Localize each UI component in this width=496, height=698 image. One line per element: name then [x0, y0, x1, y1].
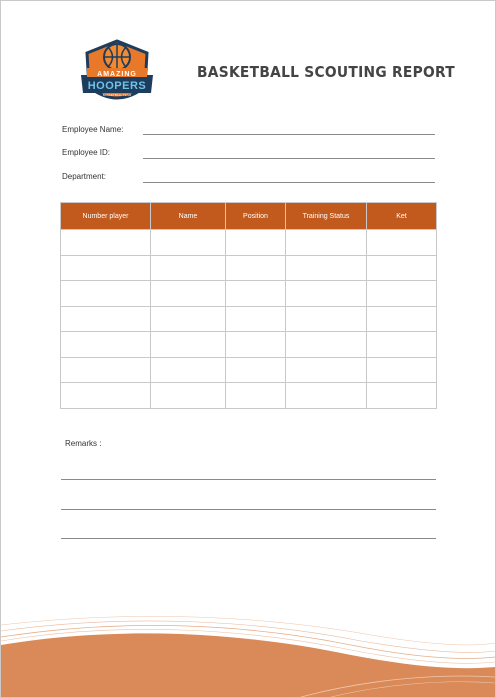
table-cell[interactable]	[226, 281, 286, 307]
table-cell[interactable]	[286, 306, 367, 332]
table-row	[61, 306, 437, 332]
remarks-line-1[interactable]	[61, 479, 436, 480]
remarks-line-3[interactable]	[61, 538, 436, 539]
remarks-line-2[interactable]	[61, 509, 436, 510]
employee-name-field[interactable]	[143, 134, 435, 135]
employee-name-label: Employee Name:	[62, 125, 124, 134]
table-cell[interactable]	[286, 357, 367, 383]
table-cell[interactable]	[151, 230, 226, 256]
table-cell[interactable]	[286, 281, 367, 307]
table-cell[interactable]	[151, 255, 226, 281]
table-cell[interactable]	[367, 357, 437, 383]
table-cell[interactable]	[367, 230, 437, 256]
footer-wave-decoration	[1, 611, 495, 697]
logo-sub-text: BASKETBALL TEAM	[102, 93, 132, 97]
table-cell[interactable]	[367, 281, 437, 307]
table-row	[61, 383, 437, 409]
table-cell[interactable]	[151, 383, 226, 409]
table-row	[61, 255, 437, 281]
table-row	[61, 332, 437, 358]
table-cell[interactable]	[226, 357, 286, 383]
logo-main-text: HOOPERS	[87, 80, 147, 92]
remarks-label: Remarks :	[65, 439, 102, 448]
table-cell[interactable]	[61, 281, 151, 307]
table-cell[interactable]	[151, 281, 226, 307]
table-cell[interactable]	[61, 306, 151, 332]
table-cell[interactable]	[151, 306, 226, 332]
header-training-status: Training Status	[286, 203, 367, 230]
table-cell[interactable]	[226, 230, 286, 256]
table-cell[interactable]	[286, 255, 367, 281]
header-number-player: Number player	[61, 203, 151, 230]
table-cell[interactable]	[226, 255, 286, 281]
table-row	[61, 281, 437, 307]
employee-id-field[interactable]	[143, 158, 435, 159]
department-field[interactable]	[143, 182, 435, 183]
table-cell[interactable]	[286, 383, 367, 409]
header-name: Name	[151, 203, 226, 230]
table-cell[interactable]	[226, 306, 286, 332]
table-cell[interactable]	[151, 357, 226, 383]
team-logo	[79, 35, 155, 111]
table-cell[interactable]	[226, 332, 286, 358]
header-ket: Ket	[367, 203, 437, 230]
table-row	[61, 357, 437, 383]
logo-top-text: AMAZING	[97, 71, 137, 78]
table-cell[interactable]	[367, 306, 437, 332]
table-cell[interactable]	[61, 383, 151, 409]
table-cell[interactable]	[61, 255, 151, 281]
table-cell[interactable]	[367, 332, 437, 358]
scouting-table	[60, 202, 437, 409]
department-label: Department:	[62, 172, 107, 181]
table-cell[interactable]	[61, 332, 151, 358]
table-cell[interactable]	[367, 383, 437, 409]
table-header-row	[61, 203, 437, 230]
table-cell[interactable]	[151, 332, 226, 358]
table-cell[interactable]	[286, 332, 367, 358]
employee-id-label: Employee ID:	[62, 148, 111, 157]
table-cell[interactable]	[61, 357, 151, 383]
page-title: BASKETBALL SCOUTING REPORT	[197, 63, 455, 81]
header-position: Position	[226, 203, 286, 230]
table-cell[interactable]	[226, 383, 286, 409]
table-cell[interactable]	[61, 230, 151, 256]
table-cell[interactable]	[286, 230, 367, 256]
table-cell[interactable]	[367, 255, 437, 281]
table-row	[61, 230, 437, 256]
